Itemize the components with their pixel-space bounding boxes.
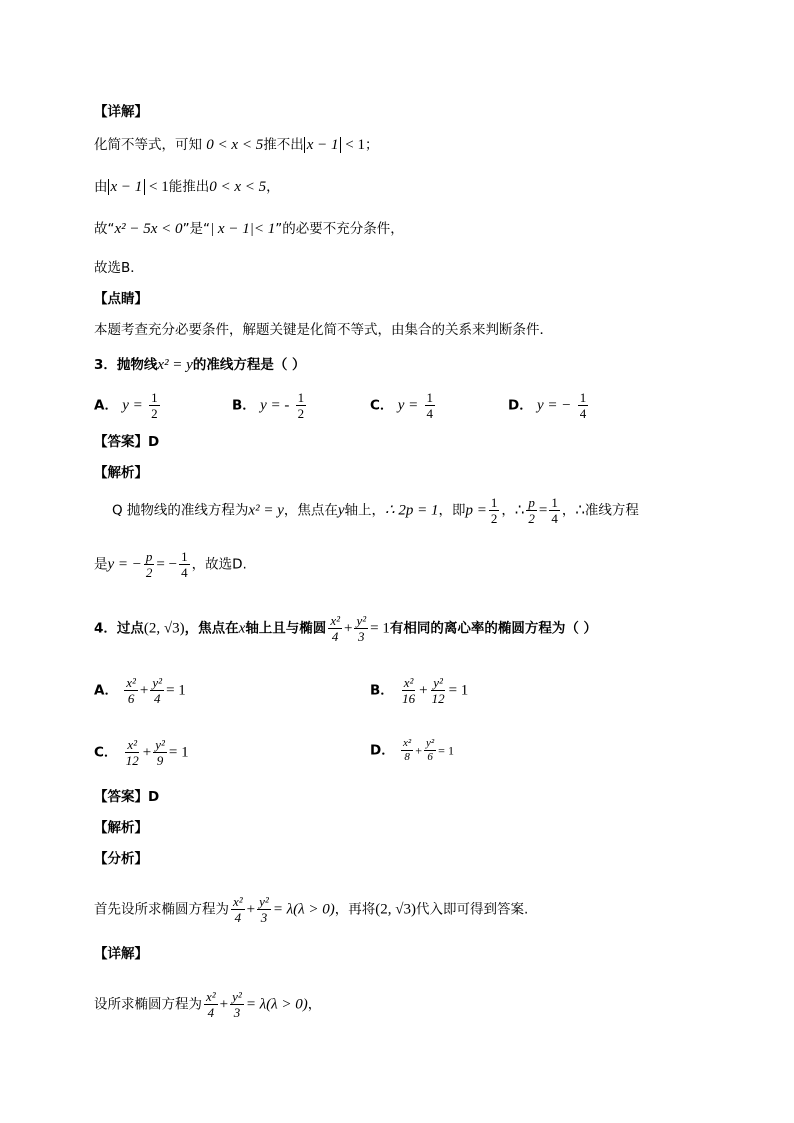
numerator: x²: [126, 675, 136, 690]
math: ∴ 2p = 1: [385, 502, 439, 519]
math: (2, √3): [375, 901, 417, 918]
denominator: 3: [233, 1005, 241, 1020]
denominator: 2: [528, 511, 535, 526]
answer: 【答案】D: [94, 789, 160, 805]
math: < 1: [341, 137, 365, 153]
fraction: [401, 738, 413, 763]
denominator: 4: [181, 565, 188, 580]
numerator: x²: [330, 613, 340, 628]
numerator: y²: [232, 989, 242, 1004]
solution-line: [94, 550, 247, 579]
numerator: p: [145, 549, 153, 564]
fraction: [149, 391, 160, 420]
numerator: y²: [356, 613, 367, 628]
fraction: [296, 391, 307, 420]
math: y =: [122, 397, 143, 414]
denominator: 4: [551, 511, 558, 526]
text: ，故选D.: [191, 556, 247, 573]
text: 准线方程: [584, 502, 639, 519]
math: y = -: [260, 397, 290, 414]
text: 3．抛物线: [94, 357, 158, 373]
numerator: x²: [403, 675, 414, 690]
detail-heading: 【详解】: [94, 946, 148, 962]
note-text: 本题考查充分必要条件，解题关键是化简不等式，由集合的关系来判断条件．: [94, 322, 553, 338]
question-4-stem: [94, 614, 597, 643]
math-abs: x − 1: [304, 137, 342, 153]
denominator: 4: [234, 910, 242, 925]
text: ”的必要不充分条件，: [275, 221, 404, 237]
option-a: [94, 391, 162, 420]
text: ”是“: [182, 221, 211, 237]
option-b: [232, 391, 308, 420]
math: = λ(λ > 0): [245, 996, 308, 1013]
text: 设所求椭圆方程为: [94, 996, 202, 1013]
math: < 1: [145, 179, 169, 195]
option-label: A．: [94, 682, 118, 699]
fraction: [578, 391, 589, 420]
analysis-heading: 【解析】: [94, 820, 148, 836]
text: ，: [266, 179, 280, 195]
fraction: [425, 391, 436, 420]
text-line: [94, 177, 280, 197]
numerator: 1: [426, 390, 434, 405]
fraction: [400, 676, 417, 705]
fraction: [526, 496, 537, 525]
text: ，: [501, 502, 515, 519]
option-c: [94, 738, 189, 767]
text: 故“: [94, 221, 115, 237]
fraction: [150, 676, 164, 705]
option-label: B．: [370, 682, 394, 699]
option-label: D．: [370, 742, 395, 759]
math: +: [343, 620, 353, 637]
text: ；: [364, 137, 379, 153]
numerator: 1: [151, 390, 158, 405]
math: = −: [156, 556, 178, 573]
denominator: 12: [431, 691, 445, 706]
fraction: [430, 676, 447, 705]
option-label: D．: [508, 397, 533, 414]
denominator: 6: [427, 751, 433, 763]
fraction: [549, 496, 560, 525]
math: y = −: [537, 397, 572, 414]
detail-line: [94, 990, 321, 1019]
option-a: [94, 676, 186, 705]
analysis-subheading: 【分析】: [94, 851, 148, 867]
math: ∴: [514, 502, 525, 519]
numerator: y²: [155, 737, 165, 752]
denominator: 2: [490, 511, 498, 526]
analysis-heading: 【解析】: [94, 465, 148, 481]
numerator: 1: [181, 549, 188, 564]
numerator: y²: [425, 737, 435, 749]
fraction: [204, 990, 218, 1019]
denominator: 6: [127, 691, 135, 706]
denominator: 8: [404, 751, 410, 763]
math: = 1: [370, 620, 390, 637]
math: +: [219, 996, 229, 1013]
numerator: y²: [152, 675, 163, 690]
denominator: 12: [125, 753, 139, 768]
fraction: [124, 676, 138, 705]
fraction: [354, 614, 368, 643]
numerator: 1: [490, 495, 498, 510]
numerator: y²: [433, 675, 443, 690]
numerator: x²: [206, 989, 216, 1004]
numerator: y²: [259, 894, 269, 909]
math: 0 < x < 5: [209, 179, 267, 195]
denominator: 3: [260, 910, 268, 925]
fraction: [231, 895, 245, 924]
answer: 【答案】D: [94, 434, 160, 450]
text: 化简不等式，可知: [94, 137, 202, 153]
option-d: [508, 391, 590, 420]
fraction: [144, 550, 155, 579]
text: ，: [307, 996, 322, 1013]
math: = λ(λ > 0): [272, 901, 335, 918]
analysis-line: [94, 895, 528, 924]
option-d: [370, 738, 454, 763]
solution-line: [112, 496, 639, 525]
math: +: [246, 901, 256, 918]
math: +: [139, 682, 149, 699]
numerator: x²: [233, 894, 243, 909]
denominator: 9: [156, 753, 164, 768]
option-label: C．: [94, 744, 118, 761]
math-abs: x − 1: [108, 179, 146, 195]
numerator: x²: [403, 737, 412, 749]
math: y: [337, 502, 345, 519]
fraction: [153, 738, 167, 767]
text: Q 抛物线的准线方程为: [112, 502, 249, 519]
math: +: [419, 682, 428, 699]
denominator: 4: [426, 406, 434, 421]
fraction: [489, 496, 500, 525]
denominator: 3: [358, 629, 365, 644]
denominator: 2: [297, 406, 305, 421]
math: =: [538, 502, 548, 519]
text: 4．过点: [94, 620, 144, 637]
math: x² = y: [157, 357, 193, 373]
text-line: [94, 219, 404, 239]
math: +: [415, 743, 422, 758]
option-label: B．: [232, 397, 256, 414]
math: x² − 5x < 0: [114, 221, 183, 237]
numerator: x²: [127, 737, 138, 752]
fraction: [230, 990, 244, 1019]
math: (2, √3): [143, 620, 185, 637]
denominator: 16: [402, 691, 416, 706]
fraction: [124, 738, 141, 767]
math: p =: [465, 502, 487, 519]
numerator: 1: [551, 495, 558, 510]
text: ，: [561, 502, 576, 519]
denominator: 2: [145, 565, 153, 580]
math: = 1: [438, 743, 454, 758]
denominator: 4: [207, 1005, 215, 1020]
option-label: A．: [94, 397, 118, 414]
math: y =: [397, 397, 419, 414]
text: 是: [94, 556, 108, 573]
math: | x − 1|< 1: [210, 221, 276, 237]
math: ∴: [575, 502, 585, 519]
text-line: [94, 135, 378, 155]
option-b: [370, 676, 468, 705]
fraction: [424, 738, 436, 763]
math: = 1: [166, 682, 186, 699]
numerator: p: [528, 495, 535, 510]
text: 能推出: [168, 179, 210, 195]
text: 有相同的离心率的椭圆方程为（ ）: [389, 620, 598, 637]
heading-note: 【点睛】: [94, 291, 148, 307]
text: 推不出: [263, 137, 304, 153]
math: y = −: [107, 556, 142, 573]
math: +: [142, 744, 152, 761]
denominator: 4: [331, 629, 339, 644]
math: x: [238, 620, 246, 637]
math: = 1: [448, 682, 469, 699]
option-label: C．: [370, 397, 394, 414]
question-3-stem: [94, 355, 306, 375]
numerator: 1: [579, 390, 587, 405]
fraction: [179, 550, 190, 579]
heading-detail: 【详解】: [94, 104, 148, 120]
text: 轴上，: [344, 502, 386, 519]
text: 轴上且与椭圆: [245, 620, 327, 637]
fraction: [257, 895, 271, 924]
text-line: 故选B．: [94, 260, 144, 276]
text: 代入即可得到答案.: [416, 901, 529, 918]
text: 的准线方程是（ ）: [192, 357, 306, 373]
text: ，焦点在: [283, 502, 338, 519]
denominator: 4: [153, 691, 161, 706]
text: ，再将: [334, 901, 376, 918]
text: 由: [94, 179, 108, 195]
text: 首先设所求椭圆方程为: [94, 901, 229, 918]
math: x² = y: [248, 502, 284, 519]
denominator: 4: [579, 406, 587, 421]
option-c: [370, 391, 437, 420]
fraction: [328, 614, 342, 643]
denominator: 2: [151, 406, 158, 421]
math: = 1: [168, 744, 189, 761]
math: 0 < x < 5: [206, 137, 264, 153]
text: ，焦点在: [184, 620, 239, 637]
numerator: 1: [297, 390, 305, 405]
text: ，即: [438, 502, 466, 519]
